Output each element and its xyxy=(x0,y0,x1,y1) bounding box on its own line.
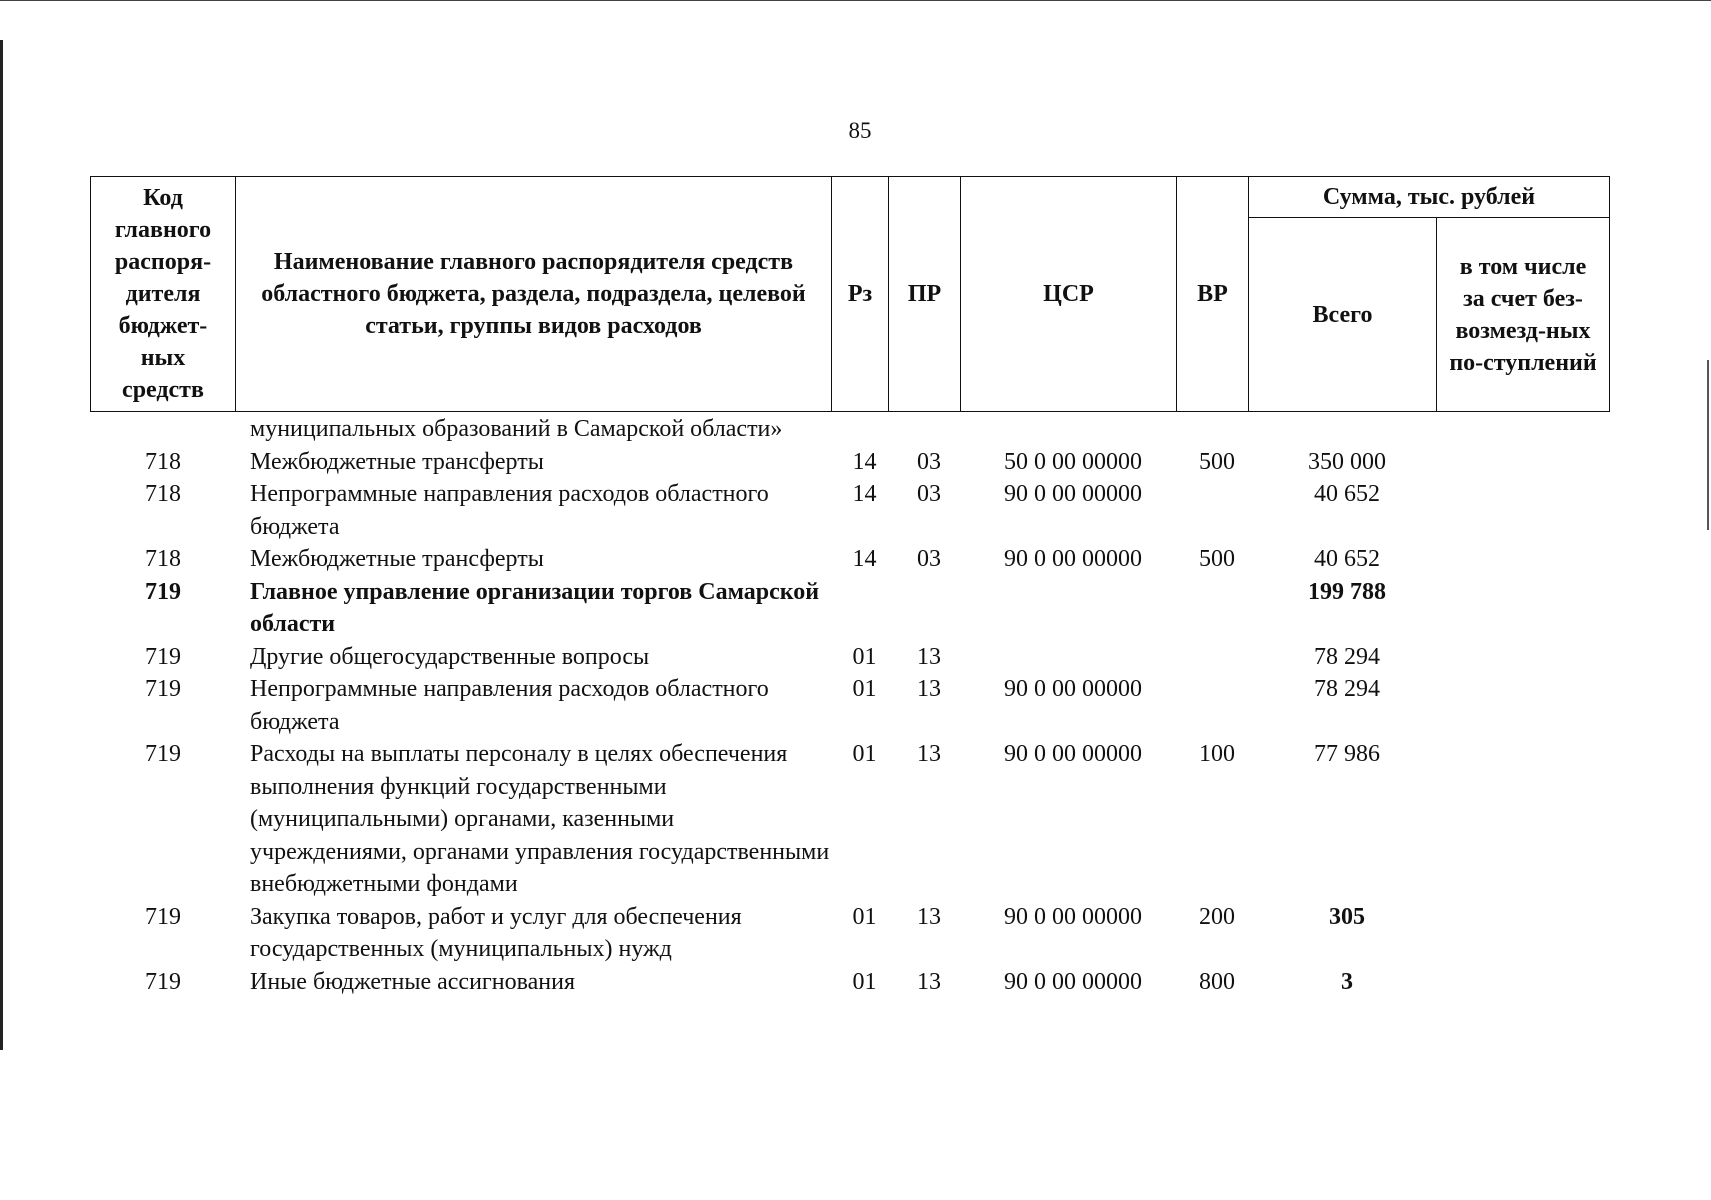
cell-vr: 500 xyxy=(1199,448,1235,475)
header-vr xyxy=(1176,176,1249,412)
cell-csr xyxy=(965,413,1181,446)
cell-rz: 14 xyxy=(852,546,877,572)
header-name-label: Наименование главного распорядителя средств областного бюджета, раздела, подраздела, целевой статьи, группы видов расходов xyxy=(261,249,806,339)
cell-rz: 01 xyxy=(852,643,877,670)
cell-csr: 90 0 00 00000 xyxy=(1004,968,1142,995)
header-csr xyxy=(960,176,1177,412)
page-number: 85 xyxy=(848,118,872,143)
cell-csr: 90 0 00 00000 xyxy=(1004,676,1142,702)
cell-code: 719 xyxy=(145,643,181,670)
cell-code xyxy=(90,413,236,446)
cell-rz xyxy=(836,576,893,641)
table-row xyxy=(90,901,1610,966)
cell-total: 40 652 xyxy=(1314,481,1380,507)
header-name xyxy=(235,176,832,412)
cell-code: 718 xyxy=(145,546,181,572)
cell-vr xyxy=(1181,413,1253,446)
cell-vr: 500 xyxy=(1199,546,1235,572)
header-free-label: в том числе за счет без-возмезд-ных по-ступлений xyxy=(1449,253,1597,376)
table-row xyxy=(90,738,1610,901)
table-row xyxy=(90,966,1610,999)
cell-pr: 03 xyxy=(917,546,941,572)
table-row xyxy=(90,543,1610,576)
header-rz-label: Рз xyxy=(847,281,873,307)
cell-pr: 13 xyxy=(917,741,941,767)
cell-total xyxy=(1253,413,1441,446)
header-code-label: Код главного распоря-дителя бюджет-ных средств xyxy=(114,185,212,403)
cell-free xyxy=(1441,446,1610,479)
cell-rz: 14 xyxy=(852,448,877,475)
cell-total: 350 000 xyxy=(1308,448,1386,475)
cell-csr xyxy=(965,641,1181,674)
cell-total: 199 788 xyxy=(1308,578,1386,605)
budget-table-body xyxy=(90,413,1610,998)
cell-total: 78 294 xyxy=(1314,643,1380,670)
cell-rz: 01 xyxy=(852,968,877,995)
header-pr xyxy=(888,176,961,412)
cell-pr: 13 xyxy=(917,643,941,670)
table-row xyxy=(90,478,1610,543)
cell-name: Закупка товаров, работ и услуг для обеспечения государственных (муниципальных) нужд xyxy=(250,903,742,962)
header-csr-label: ЦСР xyxy=(1043,281,1094,307)
cell-rz xyxy=(836,413,893,446)
cell-name: Непрограммные направления расходов областного бюджета xyxy=(250,676,769,735)
scan-edge-top xyxy=(0,0,1711,7)
cell-name: Непрограммные направления расходов областного бюджета xyxy=(250,481,769,540)
cell-rz: 01 xyxy=(852,903,877,930)
cell-vr: 800 xyxy=(1199,968,1235,995)
cell-code: 719 xyxy=(145,676,181,702)
cell-name: Иные бюджетные ассигнования xyxy=(250,968,575,995)
cell-total: 3 xyxy=(1341,968,1353,995)
header-free xyxy=(1436,217,1610,412)
cell-total: 40 652 xyxy=(1314,546,1380,572)
cell-free xyxy=(1441,576,1610,641)
header-sum xyxy=(1248,176,1610,218)
cell-rz: 01 xyxy=(852,741,877,767)
cell-code: 718 xyxy=(145,481,181,507)
cell-code: 719 xyxy=(145,741,181,767)
cell-csr: 90 0 00 00000 xyxy=(1004,741,1142,767)
cell-pr: 03 xyxy=(917,448,941,475)
header-total xyxy=(1248,217,1437,412)
cell-free xyxy=(1441,413,1610,446)
cell-csr: 90 0 00 00000 xyxy=(1004,903,1142,930)
cell-free xyxy=(1441,901,1610,966)
cell-csr xyxy=(965,576,1181,641)
cell-total: 305 xyxy=(1329,903,1365,930)
header-code xyxy=(90,176,236,412)
cell-code: 719 xyxy=(145,968,181,995)
header-pr-label: ПР xyxy=(907,281,942,307)
cell-free xyxy=(1441,738,1610,901)
cell-name: муниципальных образований в Самарской области» xyxy=(250,416,783,442)
table-row xyxy=(90,673,1610,738)
cell-pr xyxy=(893,576,965,641)
scan-edge-right xyxy=(1707,360,1709,530)
cell-csr: 90 0 00 00000 xyxy=(1004,546,1142,572)
cell-free xyxy=(1441,543,1610,576)
cell-name: Главное управление организации торгов Самарской области xyxy=(250,578,820,637)
cell-name: Межбюджетные трансферты xyxy=(250,448,544,475)
cell-free xyxy=(1441,478,1610,543)
cell-pr: 13 xyxy=(917,676,941,702)
cell-code: 719 xyxy=(145,903,181,930)
cell-code: 719 xyxy=(145,578,181,605)
cell-vr: 100 xyxy=(1199,741,1235,767)
cell-free xyxy=(1441,966,1610,999)
cell-rz: 01 xyxy=(852,676,877,702)
cell-code: 718 xyxy=(145,448,181,475)
table-row xyxy=(90,413,1610,446)
cell-free xyxy=(1441,641,1610,674)
cell-vr xyxy=(1181,673,1253,738)
cell-vr xyxy=(1181,641,1253,674)
cell-vr xyxy=(1181,576,1253,641)
cell-pr xyxy=(893,413,965,446)
cell-total: 78 294 xyxy=(1314,676,1380,702)
cell-vr: 200 xyxy=(1199,903,1235,930)
header-total-label: Всего xyxy=(1312,301,1373,328)
cell-pr: 13 xyxy=(917,968,941,995)
table-row xyxy=(90,576,1610,641)
cell-rz: 14 xyxy=(852,481,877,507)
cell-name: Межбюджетные трансферты xyxy=(250,546,544,572)
scan-edge-left xyxy=(0,40,3,1050)
cell-name: Расходы на выплаты персоналу в целях обеспечения выполнения функций государственными (муниципальными) органами, казенными учреждениями, органами управления государственными внебюджетными фондами xyxy=(250,741,830,897)
table-row xyxy=(90,446,1610,479)
cell-name: Другие общегосударственные вопросы xyxy=(250,643,650,670)
cell-csr: 90 0 00 00000 xyxy=(1004,481,1142,507)
table-row xyxy=(90,641,1610,674)
header-rz xyxy=(831,176,889,412)
cell-pr: 13 xyxy=(917,903,941,930)
cell-vr xyxy=(1181,478,1253,543)
header-sum-label: Сумма, тыс. рублей xyxy=(1322,184,1536,210)
cell-free xyxy=(1441,673,1610,738)
cell-total: 77 986 xyxy=(1314,741,1380,767)
header-vr-label: ВР xyxy=(1197,281,1228,307)
cell-pr: 03 xyxy=(917,481,941,507)
cell-csr: 50 0 00 00000 xyxy=(1004,448,1142,475)
